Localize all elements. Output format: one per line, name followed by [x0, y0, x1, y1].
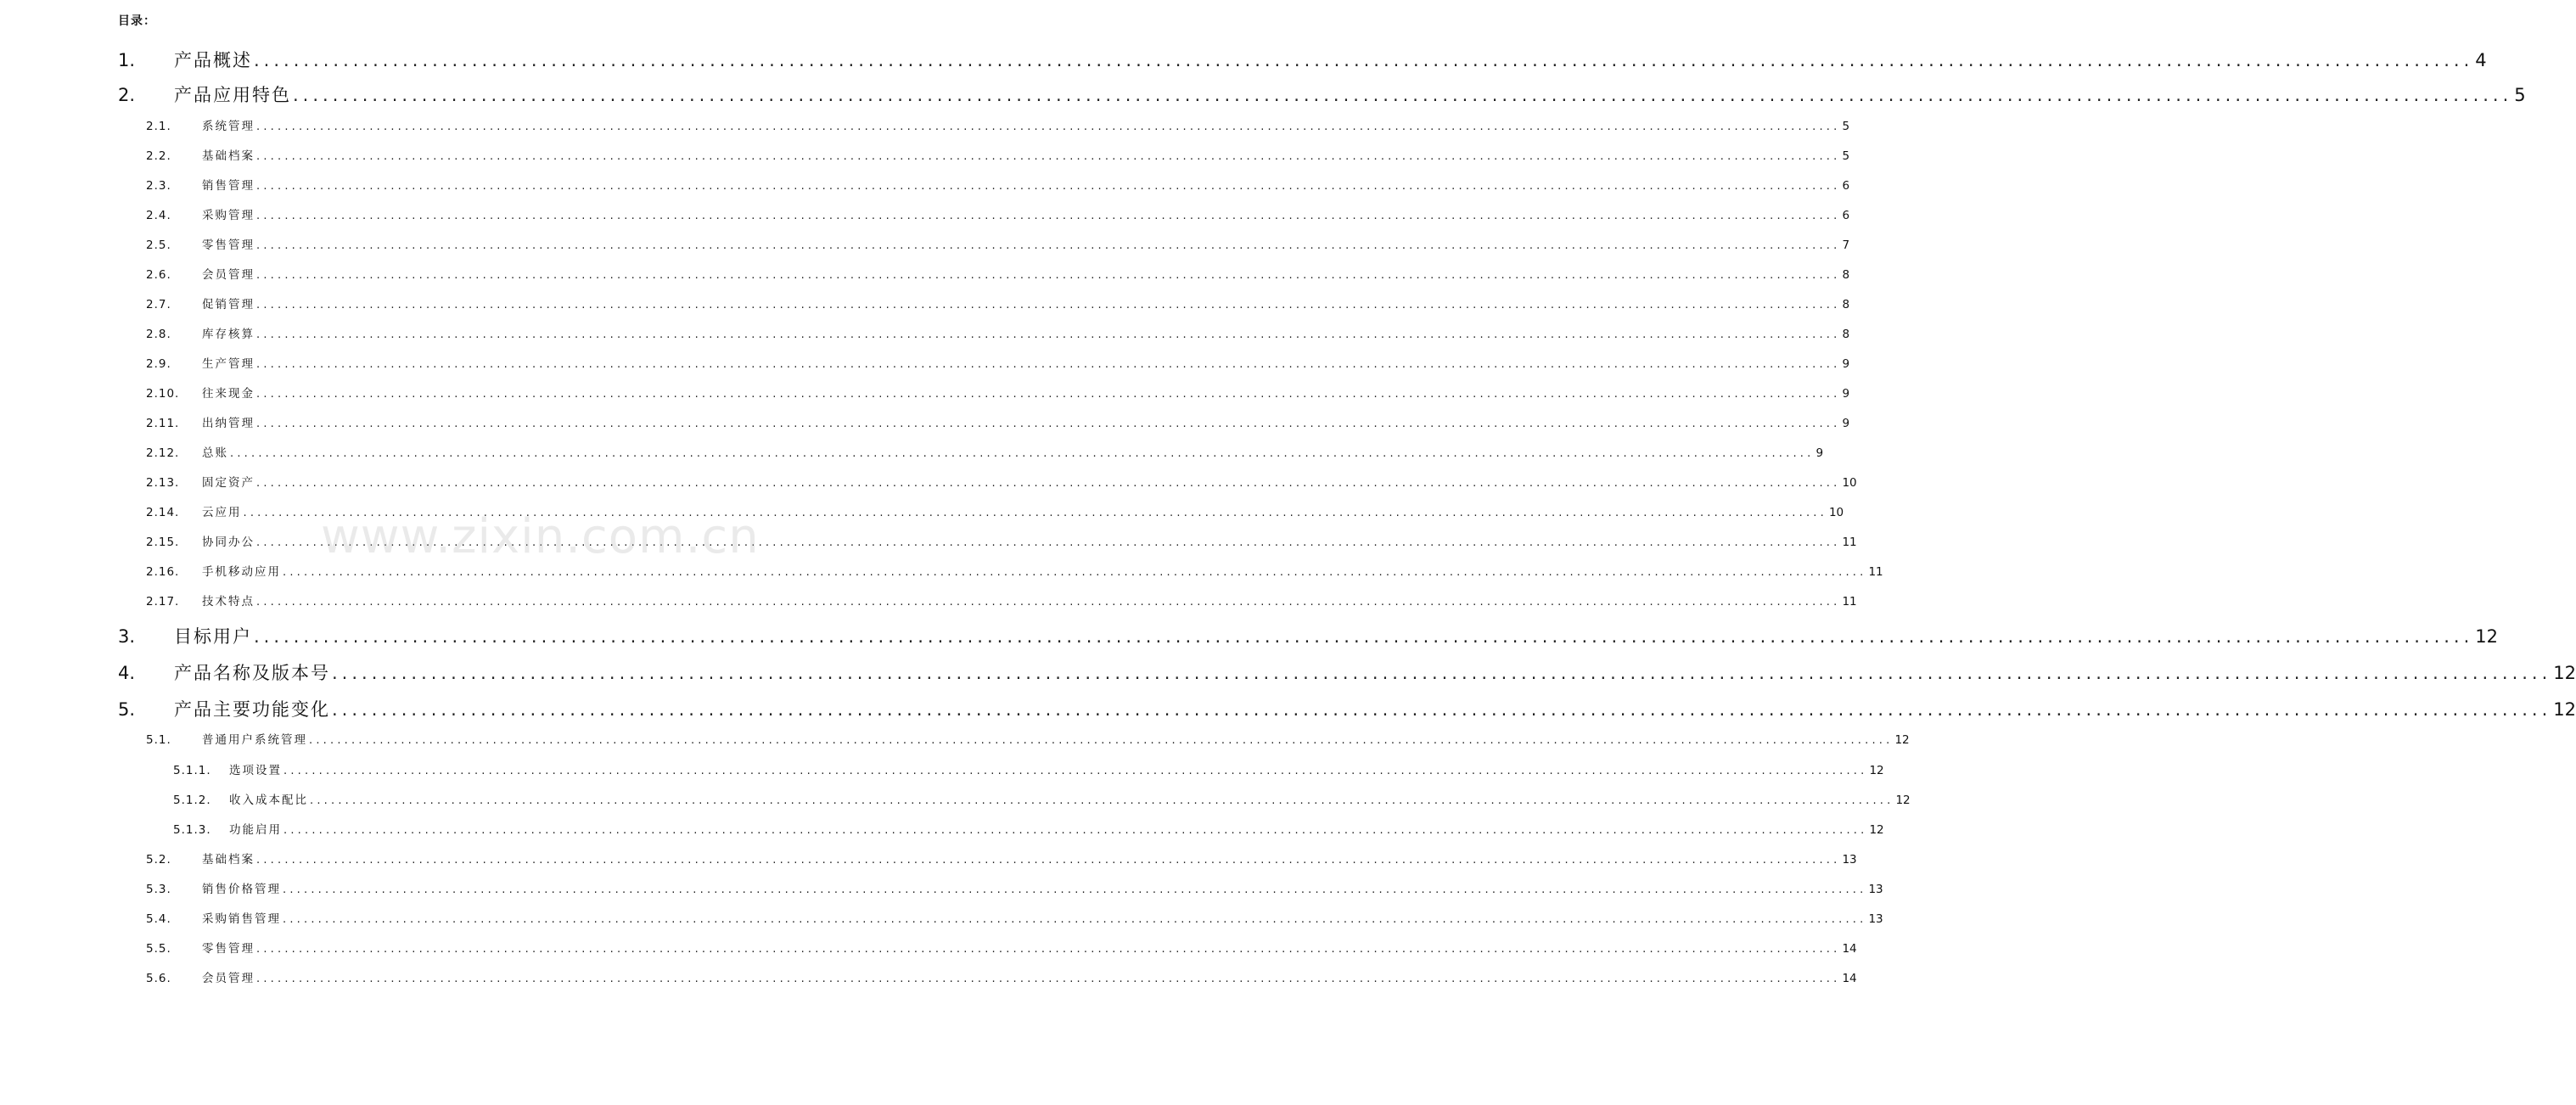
toc-entry-number: 2. — [118, 85, 136, 105]
toc-entry-page: 13 — [1868, 912, 1883, 926]
toc-entry-page: 9 — [1842, 387, 1850, 401]
toc-entry-page: 12 — [1895, 794, 1911, 807]
toc-dot-leader: ................................................................................................................................................................................................................................ — [256, 477, 1841, 490]
toc-entry-number: 2.11. — [146, 417, 180, 430]
toc-entry-title: 系统管理 — [202, 120, 255, 133]
toc-entry-title: 销售管理 — [202, 179, 255, 193]
toc-entry-title: 零售管理 — [202, 942, 255, 956]
toc-entry-number: 5.2. — [146, 853, 171, 867]
toc-entry-number: 4. — [118, 663, 136, 683]
toc-entry-title: 库存核算 — [202, 328, 255, 341]
toc-entry-title: 目标用户 — [174, 626, 252, 647]
toc-entry-title: 普通用户系统管理 — [202, 733, 307, 747]
toc-entry[interactable] — [0, 730, 1910, 747]
toc-entry-title: 采购管理 — [202, 209, 255, 222]
toc-entry-number: 2.10. — [146, 387, 180, 401]
toc-entry-page: 9 — [1842, 357, 1850, 371]
toc-entry[interactable] — [0, 294, 1850, 311]
toc-entry[interactable] — [0, 532, 1857, 549]
toc-entry-page: 12 — [2475, 626, 2498, 647]
toc-entry-number: 2.17. — [146, 595, 180, 609]
toc-dot-leader: ................................................................................................................................................................................................................................ — [256, 269, 1841, 282]
toc-entry-page: 12 — [2553, 663, 2576, 683]
toc-entry-number: 2.15. — [146, 536, 180, 549]
toc-entry-page: 11 — [1868, 565, 1883, 579]
toc-entry[interactable] — [0, 146, 1850, 163]
toc-entry-number: 5.6. — [146, 972, 171, 985]
toc-entry-number: 2.9. — [146, 357, 171, 371]
toc-entry-page: 10 — [1828, 506, 1844, 519]
toc-entry[interactable] — [0, 623, 2498, 648]
toc-entry[interactable] — [0, 116, 1850, 133]
toc-entry-page: 12 — [2553, 699, 2576, 720]
toc-dot-leader: ................................................................................................................................................................................................................................ — [256, 418, 1841, 430]
toc-dot-leader: ................................................................................................................................................................................................................................ — [256, 299, 1841, 311]
toc-entry-page: 12 — [1869, 764, 1884, 777]
toc-entry-title: 技术特点 — [202, 595, 255, 609]
toc-dot-leader: ................................................................................................................................................................................................................................ — [256, 210, 1841, 222]
toc-entry-number: 5.5. — [146, 942, 171, 956]
toc-entry-number: 2.1. — [146, 120, 171, 133]
watermark: www.zixin.com.cn — [321, 509, 760, 564]
toc-entry-title: 促销管理 — [202, 298, 255, 311]
toc-entry-title: 生产管理 — [202, 357, 255, 371]
toc-entry-number: 2.7. — [146, 298, 171, 311]
toc-entry-number: 2.4. — [146, 209, 171, 222]
toc-dot-leader: ................................................................................................................................................................................................................................ — [283, 765, 1868, 777]
toc-entry[interactable] — [0, 939, 1857, 956]
toc-entry-title: 收入成本配比 — [229, 794, 308, 807]
toc-dot-leader: ................................................................................................................................................................................................................................ — [256, 854, 1841, 867]
toc-entry[interactable] — [0, 176, 1850, 193]
toc-entry-page: 9 — [1842, 417, 1850, 430]
toc-entry-page: 6 — [1842, 209, 1850, 222]
toc-entry[interactable] — [0, 659, 2576, 685]
toc-entry[interactable] — [0, 562, 1883, 579]
toc-entry[interactable] — [0, 850, 1857, 867]
toc-entry-number: 1. — [118, 50, 136, 70]
toc-entry[interactable] — [0, 968, 1857, 985]
toc-entry[interactable] — [0, 265, 1850, 282]
toc-heading: 目录： — [118, 14, 156, 28]
toc-entry-page: 12 — [1894, 733, 1910, 747]
toc-dot-leader: ................................................................................................................................................................................................................................ — [332, 663, 2552, 683]
toc-dot-leader: ................................................................................................................................................................................................................................ — [283, 883, 1867, 896]
toc-entry-page: 12 — [1869, 823, 1884, 837]
toc-entry-title: 固定资产 — [202, 476, 255, 490]
toc-dot-leader: ................................................................................................................................................................................................................................ — [283, 566, 1867, 579]
toc-entry-title: 基础档案 — [202, 853, 255, 867]
toc-entry-title: 手机移动应用 — [202, 565, 281, 579]
toc-entry-page: 5 — [1842, 149, 1850, 163]
toc-entry-number: 5.3. — [146, 883, 171, 896]
toc-entry-page: 7 — [1842, 238, 1850, 252]
toc-entry[interactable] — [0, 354, 1850, 371]
toc-entry-page: 8 — [1842, 328, 1850, 341]
toc-entry[interactable] — [0, 879, 1883, 896]
toc-entry[interactable] — [0, 696, 2576, 721]
toc-entry-title: 云应用 — [202, 506, 242, 519]
toc-entry-title: 零售管理 — [202, 238, 255, 252]
toc-dot-leader: ................................................................................................................................................................................................................................ — [256, 943, 1841, 956]
toc-entry-number: 2.3. — [146, 179, 171, 193]
toc-entry-number: 2.13. — [146, 476, 180, 490]
toc-entry-title: 总账 — [202, 446, 228, 460]
toc-entry-number: 5.4. — [146, 912, 171, 926]
toc-dot-leader: ................................................................................................................................................................................................................................ — [256, 536, 1841, 549]
toc-entry-title: 选项设置 — [229, 764, 282, 777]
toc-dot-leader: ................................................................................................................................................................................................................................ — [256, 180, 1841, 193]
toc-entry[interactable] — [0, 205, 1850, 222]
toc-entry[interactable] — [0, 909, 1883, 926]
toc-dot-leader: ................................................................................................................................................................................................................................ — [243, 507, 1827, 519]
toc-entry-title: 协同办公 — [202, 536, 255, 549]
toc-entry-title: 采购销售管理 — [202, 912, 281, 926]
toc-entry-title: 会员管理 — [202, 972, 255, 985]
toc-entry[interactable] — [0, 592, 1857, 609]
toc-entry-number: 5.1.1. — [173, 764, 211, 777]
toc-entry[interactable] — [0, 235, 1850, 252]
toc-entry-title: 往来现金 — [202, 387, 255, 401]
toc-dot-leader: ................................................................................................................................................................................................................................ — [310, 794, 1894, 807]
toc-entry-number: 3. — [118, 626, 136, 647]
toc-dot-leader: ................................................................................................................................................................................................................................ — [256, 328, 1841, 341]
toc-entry[interactable] — [0, 760, 1884, 777]
toc-dot-leader: ................................................................................................................................................................................................................................ — [256, 388, 1841, 401]
toc-entry-number: 2.8. — [146, 328, 171, 341]
toc-dot-leader: ................................................................................................................................................................................................................................ — [283, 824, 1868, 837]
toc-entry[interactable] — [0, 81, 2526, 107]
toc-entry-number: 5.1.3. — [173, 823, 211, 837]
toc-dot-leader: ................................................................................................................................................................................................................................ — [256, 973, 1841, 985]
toc-entry-title: 产品名称及版本号 — [174, 663, 330, 683]
toc-entry-title: 产品概述 — [174, 50, 252, 70]
toc-entry-page: 11 — [1842, 595, 1857, 609]
toc-entry-page: 8 — [1842, 268, 1850, 282]
toc-entry-title: 基础档案 — [202, 149, 255, 163]
toc-dot-leader: ................................................................................................................................................................................................................................ — [332, 699, 2552, 720]
toc-entry-page: 5 — [2514, 85, 2526, 105]
toc-dot-leader: ................................................................................................................................................................................................................................ — [256, 596, 1841, 609]
toc-entry-number: 5.1. — [146, 733, 171, 747]
toc-entry-page: 13 — [1868, 883, 1883, 896]
toc-entry-page: 11 — [1842, 536, 1857, 549]
toc-entry-title: 产品应用特色 — [174, 85, 291, 105]
toc-dot-leader: ................................................................................................................................................................................................................................ — [256, 239, 1841, 252]
toc-entry[interactable] — [0, 384, 1850, 401]
toc-entry-page: 14 — [1842, 972, 1857, 985]
toc-entry-page: 6 — [1842, 179, 1850, 193]
toc-entry[interactable] — [0, 502, 1844, 519]
toc-entry-number: 2.5. — [146, 238, 171, 252]
toc-entry-page: 13 — [1842, 853, 1857, 867]
toc-entry-title: 出纳管理 — [202, 417, 255, 430]
toc-entry-number: 2.2. — [146, 149, 171, 163]
toc-dot-leader: ................................................................................................................................................................................................................................ — [283, 913, 1867, 926]
toc-entry-number: 2.16. — [146, 565, 180, 579]
toc-dot-leader: ................................................................................................................................................................................................................................ — [293, 85, 2513, 105]
toc-entry[interactable] — [0, 443, 1824, 460]
toc-entry[interactable] — [0, 47, 2487, 72]
toc-dot-leader: ................................................................................................................................................................................................................................ — [309, 734, 1894, 747]
toc-entry-title: 会员管理 — [202, 268, 255, 282]
toc-entry[interactable] — [0, 413, 1850, 430]
toc-entry-page: 4 — [2475, 50, 2487, 70]
toc-entry[interactable] — [0, 473, 1857, 490]
toc-dot-leader: ................................................................................................................................................................................................................................ — [254, 626, 2474, 647]
toc-entry-title: 功能启用 — [229, 823, 282, 837]
toc-entry[interactable] — [0, 820, 1884, 837]
toc-entry-number: 5. — [118, 699, 136, 720]
toc-entry-page: 14 — [1842, 942, 1857, 956]
toc-entry-number: 2.12. — [146, 446, 180, 460]
toc-entry-number: 5.1.2. — [173, 794, 211, 807]
toc-dot-leader: ................................................................................................................................................................................................................................ — [230, 447, 1815, 460]
toc-entry-page: 10 — [1842, 476, 1857, 490]
toc-entry-title: 销售价格管理 — [202, 883, 281, 896]
toc-entry-title: 产品主要功能变化 — [174, 699, 330, 720]
toc-entry[interactable] — [0, 324, 1850, 341]
toc-entry-page: 5 — [1842, 120, 1850, 133]
toc-entry-page: 9 — [1816, 446, 1824, 460]
toc-dot-leader: ................................................................................................................................................................................................................................ — [254, 50, 2474, 70]
toc-entry-number: 2.14. — [146, 506, 180, 519]
toc-entry-number: 2.6. — [146, 268, 171, 282]
toc-dot-leader: ................................................................................................................................................................................................................................ — [256, 358, 1841, 371]
toc-entry[interactable] — [0, 790, 1911, 807]
toc-dot-leader: ................................................................................................................................................................................................................................ — [256, 121, 1841, 133]
toc-dot-leader: ................................................................................................................................................................................................................................ — [256, 150, 1841, 163]
toc-entry-page: 8 — [1842, 298, 1850, 311]
